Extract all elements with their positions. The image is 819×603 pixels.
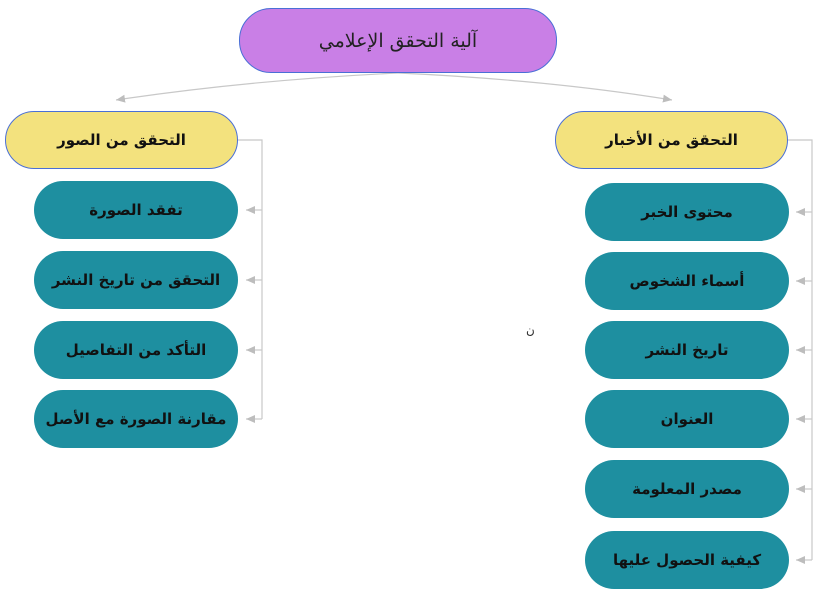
images-item: مقارنة الصورة مع الأصل [34, 390, 238, 448]
news-item: تاريخ النشر [585, 321, 789, 379]
images-item: تفقد الصورة [34, 181, 238, 239]
stray-character: ن [526, 323, 535, 337]
root-node: آلية التحقق الإعلامي [239, 8, 557, 73]
news-item: كيفية الحصول عليها [585, 531, 789, 589]
news-branch-node: التحقق من الأخبار [555, 111, 788, 169]
images-branch-node: التحقق من الصور [5, 111, 238, 169]
connector-root-images [116, 73, 398, 100]
images-bracket [238, 140, 262, 419]
news-item: محتوى الخبر [585, 183, 789, 241]
news-item: مصدر المعلومة [585, 460, 789, 518]
images-item: التحقق من تاريخ النشر [34, 251, 238, 309]
news-item: العنوان [585, 390, 789, 448]
news-bracket [788, 140, 812, 560]
connector-root-news [398, 73, 672, 100]
news-item: أسماء الشخوص [585, 252, 789, 310]
images-item: التأكد من التفاصيل [34, 321, 238, 379]
